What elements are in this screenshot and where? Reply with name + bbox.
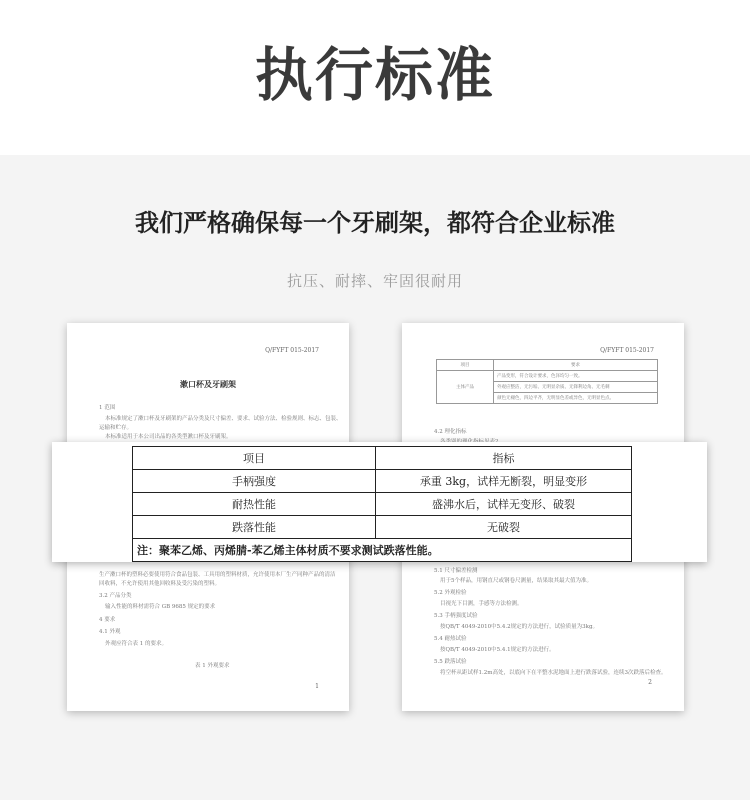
table-cell: 无破裂 (376, 516, 632, 539)
table-cell: 产品变形，符合设计要求，色泽均匀一致。 (494, 371, 658, 382)
table-cell: 主体产品 (437, 371, 494, 404)
doc-line: 按QB/T 4049-2010中5.4.2规定的方法进行，试验质量为3kg。 (440, 624, 599, 630)
document-title: 漱口杯及牙刷架 (180, 379, 236, 389)
doc-line: 4.2 理化指标 (434, 429, 467, 435)
page-title: 执行标准 (254, 41, 495, 109)
table-header: 项目 (437, 360, 494, 371)
doc-line: 目视光下目测，手感等方法检测。 (440, 601, 523, 607)
doc-line: 4 要求 (99, 617, 116, 623)
doc-line: 将空杯从距试样1.2m高处，以底向下在平整水泥地面上进行跌落试验，连续3次跌落后检查。 (440, 670, 667, 676)
table-cell: 盛沸水后，试样无变形、破裂 (376, 493, 632, 516)
doc-line: 1 范围 (99, 405, 116, 411)
subtitle: 抗压、耐摔、牢固很耐用 (286, 272, 463, 290)
headline: 我们严格确保每一个牙刷架，都符合企业标准 (135, 209, 615, 237)
doc-line: 本标准规定了漱口杯及牙刷架的产品分类及尺寸偏差、要求、试验方法、检验规则、标志、包装、 (105, 416, 342, 422)
doc-line: 5.4 耐热试验 (434, 636, 467, 642)
table-cell: 跌落性能 (133, 516, 376, 539)
page-number: 1 (315, 683, 319, 690)
page-number: 2 (648, 679, 652, 686)
doc-line: 5.5 跌落试验 (434, 659, 467, 665)
doc-line: 用于5个样品，用钢直尺或钢卷尺测量，结果取其最大值为准。 (440, 578, 593, 584)
doc-line: 外观应符合表 1 的要求。 (105, 641, 167, 647)
doc-line: 生产漱口杯的塑料必要使用符合食品包装、工具用的塑料材质，允许使用本厂生产同种产品的清洁 (99, 572, 336, 578)
standard-table (132, 446, 632, 562)
doc-line: 5.1 尺寸偏差检测 (434, 568, 478, 574)
table-cell: 手柄强度 (133, 470, 376, 493)
table-header: 项目 (133, 447, 376, 470)
table-header: 指标 (376, 447, 632, 470)
doc-line: 4.1 外观 (99, 629, 121, 635)
doc-line: 5.2 外观检验 (434, 590, 467, 596)
table-cell: 颜色无褪色，四边平齐，无明显色差或异色，无明显色点。 (494, 393, 658, 404)
doc-line: 运输和贮存。 (99, 425, 133, 431)
doc-line: 输入性能的料材需符合 GB 9685 规定的要求 (105, 604, 216, 610)
requirements-table (436, 359, 658, 404)
standard-code: Q/FYFT 015-2017 (600, 347, 654, 354)
doc-line: 回收料，不允许使用其他回收料及受污染的塑料。 (99, 581, 221, 587)
standard-code: Q/FYFT 015-2017 (265, 347, 319, 354)
doc-line: 表 1 外观要求 (195, 663, 230, 669)
hero-section (0, 0, 750, 155)
doc-line: 5.3 手柄强度试验 (434, 613, 478, 619)
table-cell: 承重 3kg，试样无断裂，明显变形 (376, 470, 632, 493)
table-note: 注：聚苯乙烯、丙烯腈-苯乙烯主体材质不要求测试跌落性能。 (133, 539, 632, 562)
table-cell: 耐热性能 (133, 493, 376, 516)
table-header: 要求 (494, 360, 658, 371)
doc-line: 本标准适用于本公司出品的各类型漱口杯及牙刷架。 (105, 434, 232, 440)
doc-line: 3.2 产品分类 (99, 593, 132, 599)
table-cell: 外观应整洁，无污垢、无明显杂质、无锋利边角、无毛刺 (494, 382, 658, 393)
standard-table-band (52, 442, 707, 562)
doc-line: 按QB/T 4049-2010中5.4.1规定的方法进行。 (440, 647, 555, 653)
